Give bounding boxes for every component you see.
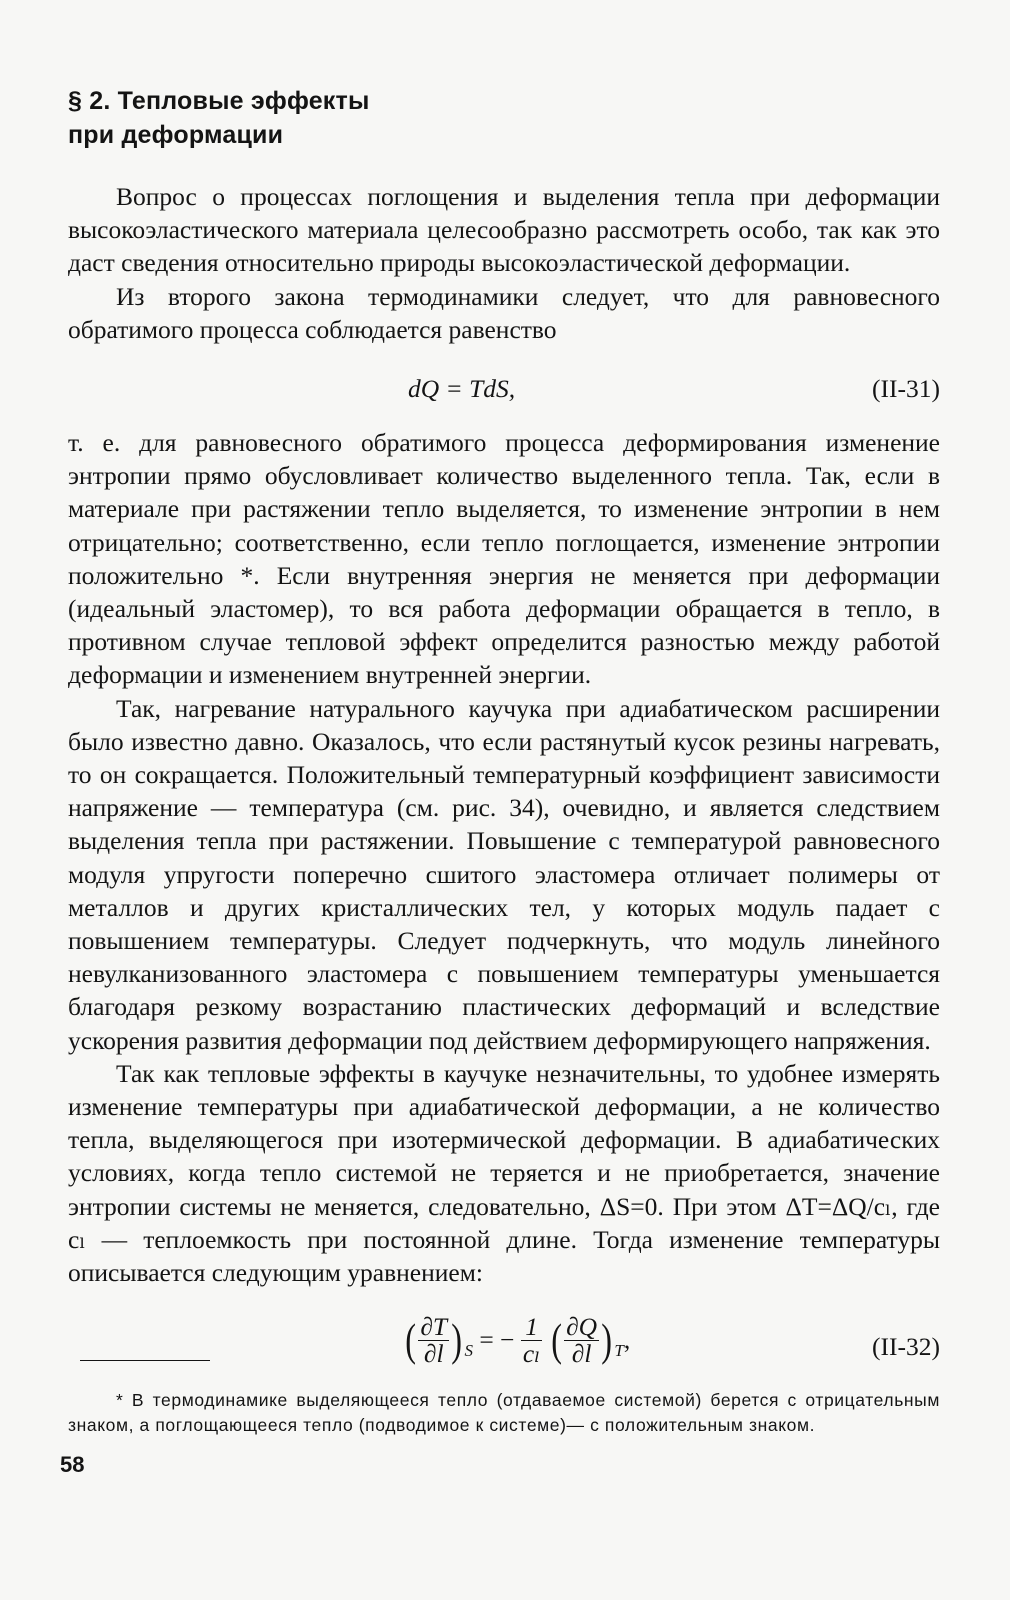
- fraction-dT-dl: $\frac{\partial T}{\partial l}$: [420, 1311, 448, 1368]
- footnote-text: * В термодинамике выделяющееся тепло (отдаваемое системой) берется с отрицательным знаком, а поглощающееся тепло (подводимое к системе)— с положительным знаком.: [68, 1390, 940, 1435]
- paragraph-5: Так как тепловые эффекты в каучуке незначительны, то удобнее измерять изменение температуры при адиабатической деформации, а не количество тепла, выделяющегося при изотермической деформации. В адиабатических условиях, когда тепло системой не теряется и не приобретается, значение энтропии системы не меняется, следовательно, ΔS=0. При этом ΔT=ΔQ/cₗ, где cₗ — теплоемкость при постоянной длине. Тогда изменение температуры описывается следующим уравнением:: [68, 1058, 940, 1288]
- fraction-dQ-dl: $\frac{\partial Q}{\partial l}$: [566, 1311, 598, 1368]
- page-number: 58: [60, 1452, 85, 1477]
- paragraph-2: Из второго закона термодинамики следует, что для равновесного обратимого процесса соблюдается равенство: [68, 281, 940, 344]
- equation-comma: ,: [623, 1325, 631, 1354]
- paragraph-3: т. е. для равновесного обратимого процесса деформирования изменение энтропии прямо обусловливает количество выделенного тепла. Так, если в материале при растяжении тепло выделяется, то изменение энтропии в нем отрицательно; соответственно, если тепло поглощается, изменение энтропии положительно *. Если внутренняя энергия не меняется при деформации (идеальный эластомер), то вся работа деформации обращается в тепло, в противном случае тепловой эффект определится разностью между работой деформации и изменением внутренней энергии.: [68, 428, 940, 690]
- footnote: [68, 1388, 940, 1437]
- equation-II-31-formula: dQ = TdS,: [408, 374, 516, 403]
- right-paren-1: ): [451, 1314, 463, 1365]
- left-paren-1: (: [405, 1314, 417, 1365]
- equation-II-31-number: (II-31): [872, 374, 940, 403]
- left-paren-2: (: [551, 1314, 562, 1365]
- subscript-s: S: [464, 1340, 473, 1360]
- section-heading-line-1: § 2. Тепловые эффекты: [68, 87, 370, 115]
- paragraph-4: Так, нагревание натурального каучука при адиабатическом расширении было известно давно. Оказалось, что если растянутый кусок резины нагревать, то он сокращается. Положительный температурный коэффициент зависимости напряжение — температура (см. рис. 34), очевидно, и является следствием выделения тепла при растяжении. Повышение с температурой равновесного модуля упругости поперечно сшитого эластомера отличает полимеры от металлов и других кристаллических тел, у которых модуль падает с повышением температуры. Следует подчеркнуть, что модуль линейного невулканизованного эластомера с повышением температуры уменьшается благодаря резкому возрастанию пластических деформаций и вследствие ускорения развития деформации под действием деформирующего напряжения.: [68, 693, 940, 1055]
- section-heading-line-2: при деформации: [68, 121, 284, 149]
- paragraph-1: Вопрос о процессах поглощения и выделения тепла при деформации высокоэластического материала целесообразно рассмотреть особо, так как это даст сведения относительно природы высокоэластической деформации.: [68, 182, 940, 278]
- subscript-t: T: [614, 1340, 624, 1360]
- right-paren-2: ): [601, 1314, 613, 1365]
- equation-II-31: [68, 374, 940, 414]
- equals-minus: = −: [479, 1325, 515, 1354]
- footnote-divider: [80, 1360, 210, 1361]
- body-text-block-2: [68, 426, 940, 1289]
- equation-II-32-number: (II-32): [872, 1332, 940, 1361]
- body-text-block-1: [68, 180, 940, 346]
- equation-II-32-formula: [403, 1310, 630, 1370]
- fraction-1-cl: $\frac{1}{\text{cₗ}}$: [522, 1311, 541, 1368]
- section-heading: [68, 84, 370, 152]
- equation-II-32: [68, 1310, 940, 1380]
